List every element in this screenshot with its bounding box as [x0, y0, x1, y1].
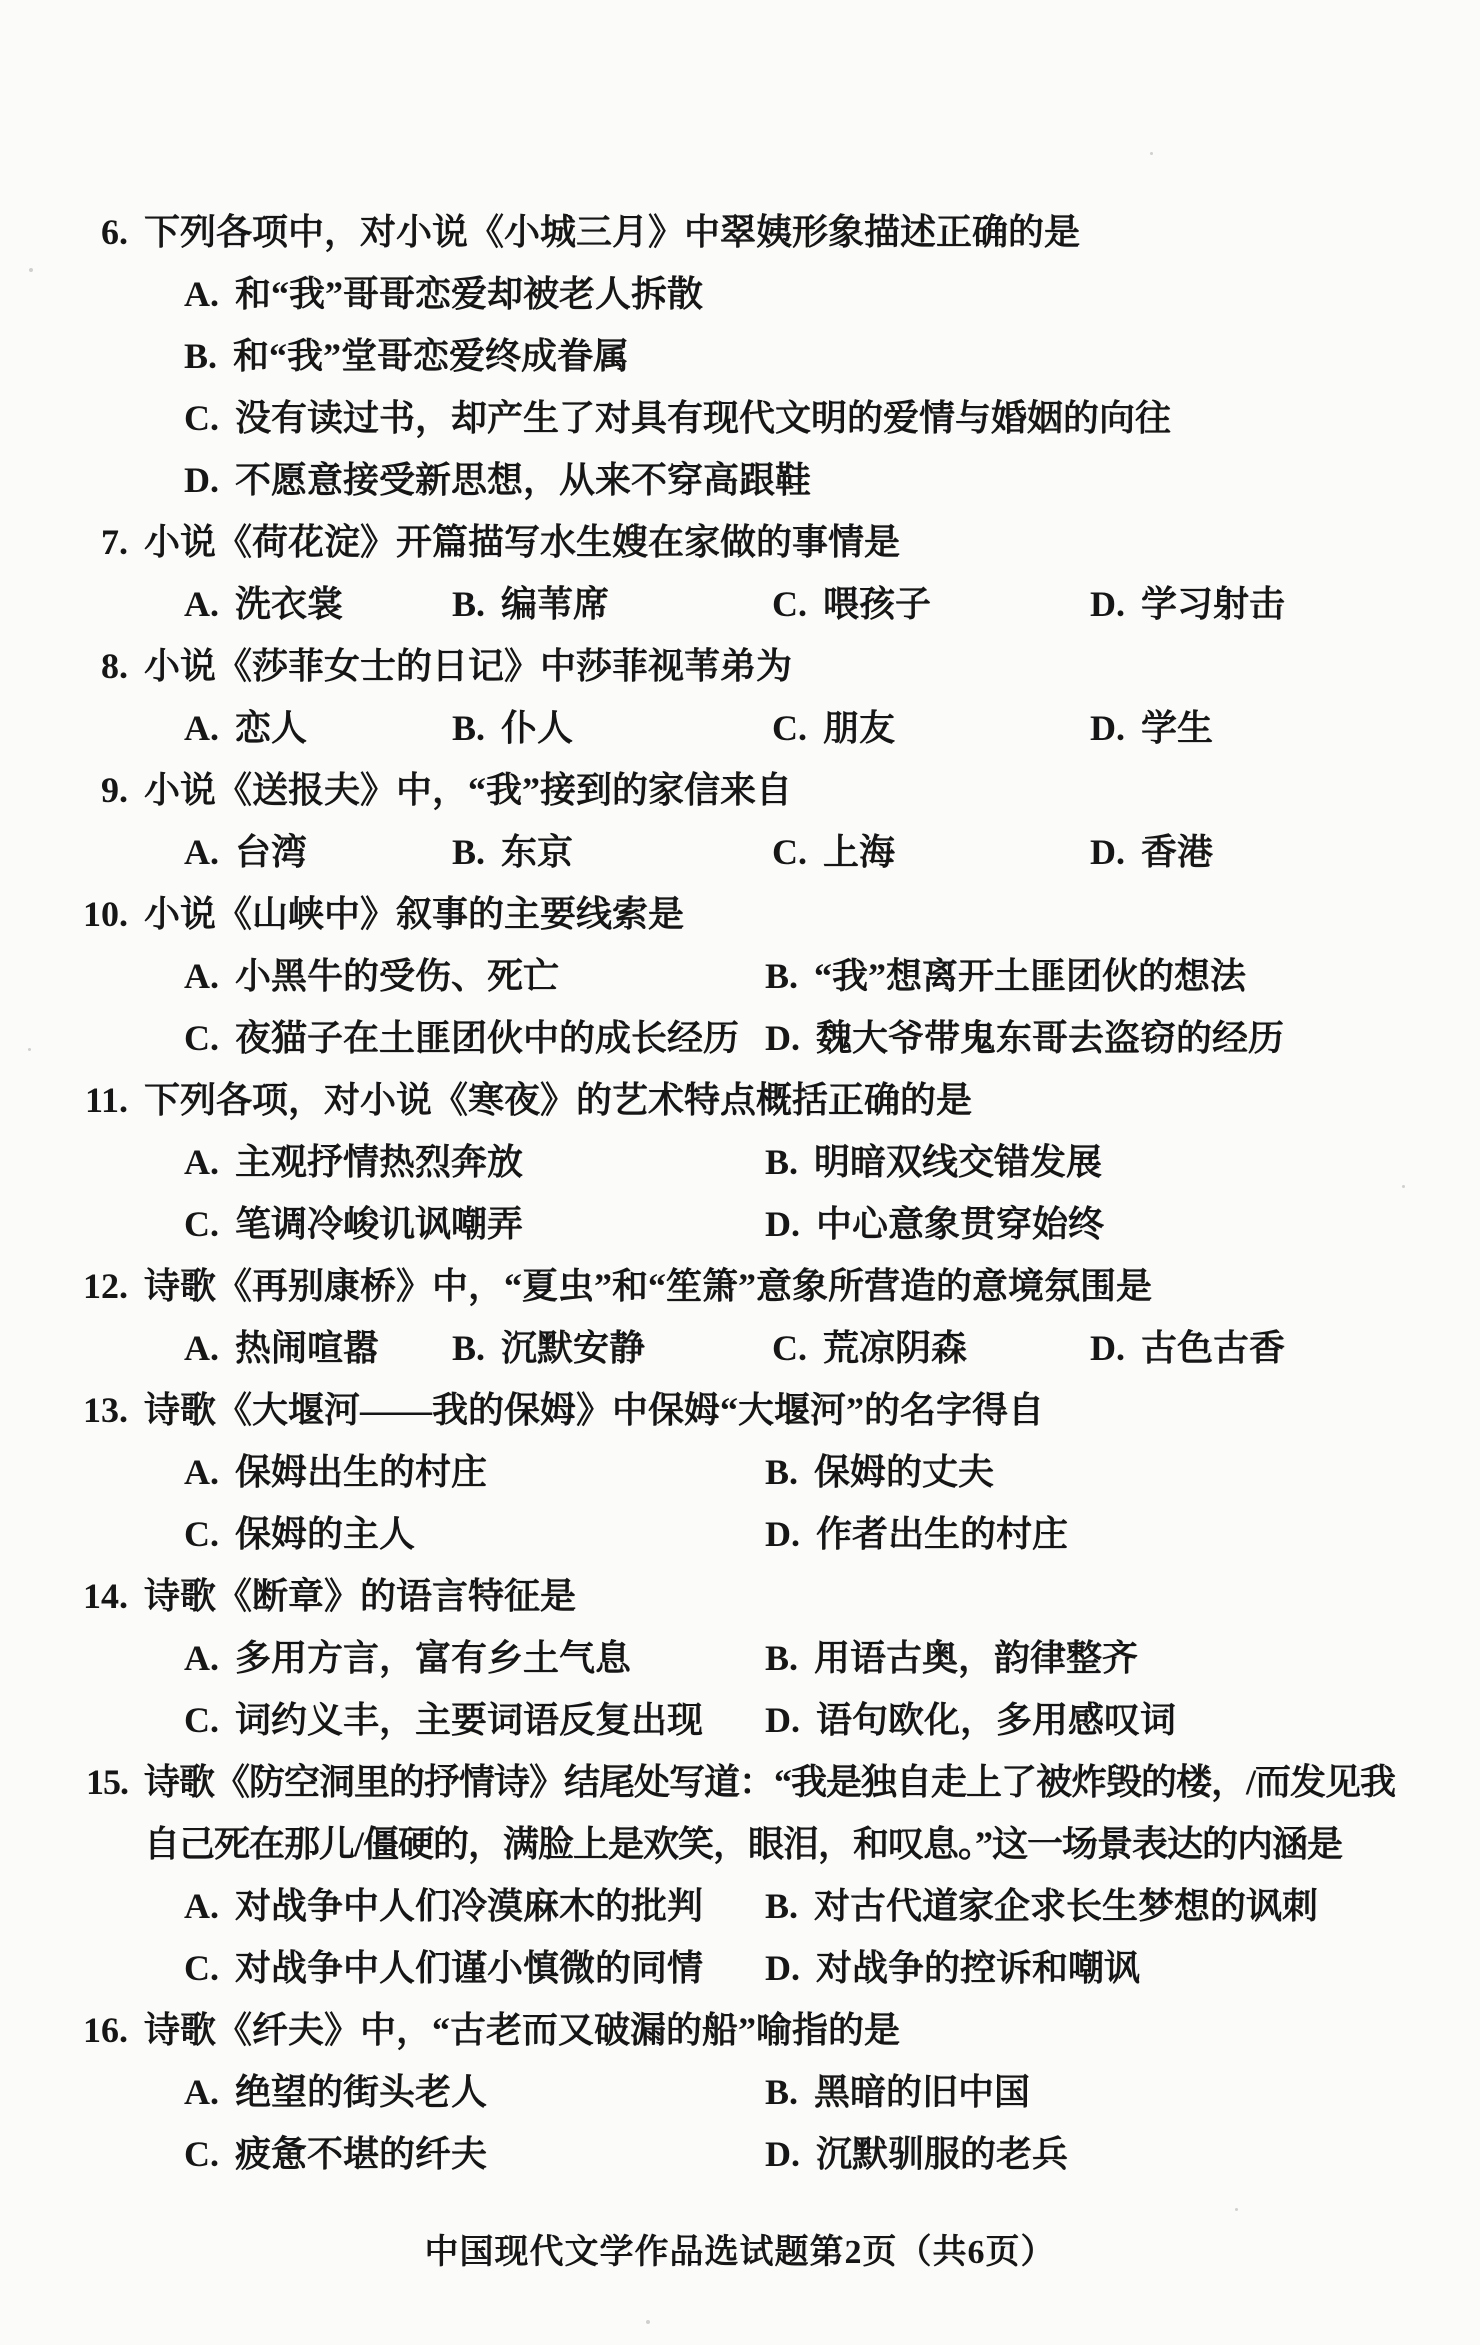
question-14-option-a — [184, 1627, 631, 1689]
question-11-number: 11. — [84, 1080, 128, 1120]
question-7-stem: 小说《荷花淀》开篇描写水生嫂在家做的事情是 — [144, 522, 901, 562]
question-14-options-ab-line — [0, 1627, 1480, 1689]
option-text: 用语古奥，韵律整齐 — [814, 1638, 1139, 1678]
option-label: C. — [772, 584, 807, 624]
option-text: 古色古香 — [1141, 1328, 1286, 1368]
question-14-options-cd-line — [0, 1689, 1480, 1751]
question-8-options-line — [0, 697, 1480, 759]
option-label: A. — [184, 832, 219, 872]
question-6-number: 6. — [101, 212, 128, 252]
option-text: 香港 — [1141, 832, 1214, 872]
question-6-stem-line — [0, 201, 1480, 263]
question-13-option-d — [765, 1503, 1068, 1565]
option-label: D. — [765, 1700, 800, 1740]
question-7-option-a — [184, 573, 343, 635]
question-11-option-b — [765, 1131, 1102, 1193]
option-label: B. — [765, 956, 799, 996]
option-text: 对战争中人们冷漠麻木的批判 — [235, 1886, 704, 1926]
option-text: 词约义丰，主要词语反复出现 — [235, 1700, 704, 1740]
question-7-options-line — [0, 573, 1480, 635]
question-7-option-d — [1090, 573, 1285, 635]
question-6-option-c — [184, 387, 1171, 449]
question-15-options-ab-line — [0, 1875, 1480, 1937]
option-label: B. — [765, 1886, 799, 1926]
option-text: 绝望的街头老人 — [235, 2072, 488, 2112]
question-11-option-d — [765, 1193, 1104, 1255]
option-text: 作者出生的村庄 — [816, 1514, 1069, 1554]
question-8-stem: 小说《莎菲女士的日记》中莎菲视苇弟为 — [144, 646, 793, 686]
scan-speck — [29, 268, 33, 272]
question-8-option-d — [1090, 697, 1213, 759]
option-label: A. — [184, 2072, 219, 2112]
page-footer: 中国现代文学作品选试题第2页（共6页） — [424, 2234, 1056, 2271]
option-label: D. — [765, 1948, 800, 1988]
question-12-option-c — [772, 1317, 967, 1379]
question-15-stem: 诗歌《防空洞里的抒情诗》结尾处写道：“我是独自走上了被炸毁的楼，/而发见我 — [144, 1762, 1396, 1802]
option-text: 明暗双线交错发展 — [814, 1142, 1103, 1182]
question-14-option-d — [765, 1689, 1176, 1751]
option-label: A. — [184, 1886, 219, 1926]
question-11-stem-line — [0, 1069, 1480, 1131]
question-6-stem: 下列各项中，对小说《小城三月》中翠姨形象描述正确的是 — [144, 212, 1081, 252]
option-text: 学生 — [1141, 708, 1214, 748]
scan-speck — [1235, 2208, 1238, 2211]
option-label: D. — [765, 1204, 800, 1244]
scan-speck — [646, 2320, 650, 2324]
option-label: C. — [184, 398, 219, 438]
option-label: B. — [184, 336, 218, 376]
question-8-option-a — [184, 697, 307, 759]
question-15-option-d — [765, 1937, 1140, 1999]
question-16-option-b — [765, 2061, 1030, 2123]
question-11-option-a — [184, 1131, 523, 1193]
question-9-stem: 小说《送报夫》中，“我”接到的家信来自 — [144, 770, 793, 810]
question-10-option-a — [184, 945, 559, 1007]
question-15-options-cd-line — [0, 1937, 1480, 1999]
option-text: 黑暗的旧中国 — [814, 2072, 1031, 2112]
option-label: A. — [184, 1638, 219, 1678]
question-15-option-c — [184, 1937, 703, 1999]
question-10-stem: 小说《山峡中》叙事的主要线索是 — [144, 894, 685, 934]
question-15-stem-line — [0, 1751, 1480, 1813]
option-label: B. — [452, 1328, 486, 1368]
question-8-option-b — [452, 697, 573, 759]
question-6-option-d-line — [0, 449, 1480, 511]
question-14-option-c — [184, 1689, 703, 1751]
question-10-option-c — [184, 1007, 739, 1069]
option-label: C. — [772, 832, 807, 872]
option-text: 保姆的主人 — [235, 1514, 416, 1554]
question-6-option-b — [184, 325, 629, 387]
option-label: A. — [184, 1452, 219, 1492]
option-label: D. — [765, 2134, 800, 2174]
question-10-options-cd-line — [0, 1007, 1480, 1069]
question-14-option-b — [765, 1627, 1138, 1689]
option-text: 不愿意接受新思想，从来不穿高跟鞋 — [235, 460, 812, 500]
option-text: 学习射击 — [1141, 584, 1286, 624]
option-label: A. — [184, 708, 219, 748]
option-label: B. — [452, 584, 486, 624]
question-12-number: 12. — [83, 1266, 128, 1306]
question-16-option-a — [184, 2061, 487, 2123]
question-9-options-line — [0, 821, 1480, 883]
option-label: B. — [765, 1142, 799, 1182]
option-label: D. — [1090, 584, 1125, 624]
question-15-stem-continued: 自己死在那儿/僵硬的，满脸上是欢笑，眼泪，和叹息。”这一场景表达的内涵是 — [144, 1824, 1343, 1864]
option-text: 沉默安静 — [501, 1328, 646, 1368]
question-15-stem-line-2 — [0, 1813, 1480, 1875]
option-text: 洗衣裳 — [235, 584, 344, 624]
option-text: 编苇席 — [501, 584, 610, 624]
option-text: 疲惫不堪的纤夫 — [235, 2134, 488, 2174]
option-text: 中心意象贯穿始终 — [816, 1204, 1105, 1244]
option-text: 仆人 — [501, 708, 574, 748]
question-13-options-cd-line — [0, 1503, 1480, 1565]
question-15-option-a — [184, 1875, 703, 1937]
scan-speck — [28, 1048, 31, 1051]
option-text: 荒凉阴森 — [823, 1328, 968, 1368]
option-label: B. — [765, 1452, 799, 1492]
option-label: D. — [1090, 708, 1125, 748]
option-label: D. — [184, 460, 219, 500]
question-13-option-a — [184, 1441, 487, 1503]
question-13-stem-line — [0, 1379, 1480, 1441]
option-text: 保姆出生的村庄 — [235, 1452, 488, 1492]
question-7-option-c — [772, 573, 931, 635]
page-footer-line — [0, 2222, 1480, 2284]
option-label: A. — [184, 956, 219, 996]
question-12-stem-line — [0, 1255, 1480, 1317]
option-text: 魏大爷带鬼东哥去盗窃的经历 — [816, 1018, 1285, 1058]
option-text: 恋人 — [235, 708, 308, 748]
option-text: 多用方言，富有乡土气息 — [235, 1638, 632, 1678]
question-10-stem-line — [0, 883, 1480, 945]
option-text: 对战争中人们谨小慎微的同情 — [235, 1948, 704, 1988]
question-6-option-c-line — [0, 387, 1480, 449]
option-text: 和“我”哥哥恋爱却被老人拆散 — [235, 274, 704, 314]
option-label: C. — [772, 1328, 807, 1368]
question-9-number: 9. — [101, 770, 128, 810]
option-label: D. — [765, 1514, 800, 1554]
scan-speck — [1150, 152, 1153, 155]
question-6-option-a — [184, 263, 703, 325]
option-label: B. — [452, 832, 486, 872]
option-label: C. — [184, 1018, 219, 1058]
option-text: 沉默驯服的老兵 — [816, 2134, 1069, 2174]
question-12-option-a — [184, 1317, 379, 1379]
scan-speck — [1402, 1185, 1405, 1188]
question-16-number: 16. — [83, 2010, 128, 2050]
option-text: “我”想离开土匪团伙的想法 — [814, 956, 1247, 996]
question-9-option-b — [452, 821, 573, 883]
question-12-option-d — [1090, 1317, 1285, 1379]
question-11-option-c — [184, 1193, 523, 1255]
option-label: C. — [184, 1204, 219, 1244]
question-11-options-ab-line — [0, 1131, 1480, 1193]
option-text: 语句欧化，多用感叹词 — [816, 1700, 1177, 1740]
option-text: 东京 — [501, 832, 574, 872]
option-label: C. — [184, 1700, 219, 1740]
question-14-stem-line — [0, 1565, 1480, 1627]
option-text: 小黑牛的受伤、死亡 — [235, 956, 560, 996]
option-text: 对战争的控诉和嘲讽 — [816, 1948, 1141, 1988]
question-11-stem: 下列各项，对小说《寒夜》的艺术特点概括正确的是 — [144, 1080, 973, 1120]
question-13-stem: 诗歌《大堰河——我的保姆》中保姆“大堰河”的名字得自 — [144, 1390, 1045, 1430]
question-10-option-b — [765, 945, 1246, 1007]
question-9-option-d — [1090, 821, 1213, 883]
option-label: D. — [1090, 832, 1125, 872]
question-16-option-d — [765, 2123, 1068, 2185]
option-label: C. — [184, 1948, 219, 1988]
option-label: B. — [765, 1638, 799, 1678]
question-9-stem-line — [0, 759, 1480, 821]
option-text: 热闹喧嚣 — [235, 1328, 380, 1368]
question-15-option-b — [765, 1875, 1318, 1937]
question-10-options-ab-line — [0, 945, 1480, 1007]
question-12-options-line — [0, 1317, 1480, 1379]
question-6-option-b-line — [0, 325, 1480, 387]
question-8-stem-line — [0, 635, 1480, 697]
option-text: 对古代道家企求长生梦想的讽刺 — [814, 1886, 1319, 1926]
option-label: D. — [765, 1018, 800, 1058]
question-14-number: 14. — [83, 1576, 128, 1616]
question-16-options-ab-line — [0, 2061, 1480, 2123]
question-16-option-c — [184, 2123, 487, 2185]
question-13-options-ab-line — [0, 1441, 1480, 1503]
question-7-number: 7. — [101, 522, 128, 562]
option-label: C. — [772, 708, 807, 748]
option-text: 朋友 — [823, 708, 896, 748]
question-6-option-a-line — [0, 263, 1480, 325]
option-text: 没有读过书，却产生了对具有现代文明的爱情与婚姻的向往 — [235, 398, 1172, 438]
question-15-number: 15. — [86, 1762, 128, 1802]
question-8-option-c — [772, 697, 895, 759]
option-label: C. — [184, 2134, 219, 2174]
option-text: 笔调冷峻讥讽嘲弄 — [235, 1204, 524, 1244]
option-text: 上海 — [823, 832, 896, 872]
option-text: 保姆的丈夫 — [814, 1452, 995, 1492]
question-16-options-cd-line — [0, 2123, 1480, 2185]
question-9-option-c — [772, 821, 895, 883]
option-label: C. — [184, 1514, 219, 1554]
question-12-stem: 诗歌《再别康桥》中，“夏虫”和“笙箫”意象所营造的意境氛围是 — [144, 1266, 1153, 1306]
option-label: B. — [452, 708, 486, 748]
option-text: 和“我”堂哥恋爱终成眷属 — [233, 336, 630, 376]
question-7-stem-line — [0, 511, 1480, 573]
question-13-number: 13. — [83, 1390, 128, 1430]
question-9-option-a — [184, 821, 307, 883]
option-text: 喂孩子 — [823, 584, 932, 624]
question-11-options-cd-line — [0, 1193, 1480, 1255]
question-10-number: 10. — [83, 894, 128, 934]
option-label: D. — [1090, 1328, 1125, 1368]
question-14-stem: 诗歌《断章》的语言特征是 — [144, 1576, 577, 1616]
option-label: A. — [184, 274, 219, 314]
option-text: 主观抒情热烈奔放 — [235, 1142, 524, 1182]
option-text: 台湾 — [235, 832, 308, 872]
option-label: A. — [184, 584, 219, 624]
question-8-number: 8. — [101, 646, 128, 686]
question-16-stem: 诗歌《纤夫》中，“古老而又破漏的船”喻指的是 — [144, 2010, 901, 2050]
option-label: A. — [184, 1328, 219, 1368]
question-6-option-d — [184, 449, 811, 511]
option-text: 夜猫子在土匪团伙中的成长经历 — [235, 1018, 740, 1058]
question-12-option-b — [452, 1317, 645, 1379]
question-7-option-b — [452, 573, 609, 635]
question-16-stem-line — [0, 1999, 1480, 2061]
question-13-option-b — [765, 1441, 994, 1503]
option-label: B. — [765, 2072, 799, 2112]
option-label: A. — [184, 1142, 219, 1182]
question-13-option-c — [184, 1503, 415, 1565]
question-10-option-d — [765, 1007, 1284, 1069]
